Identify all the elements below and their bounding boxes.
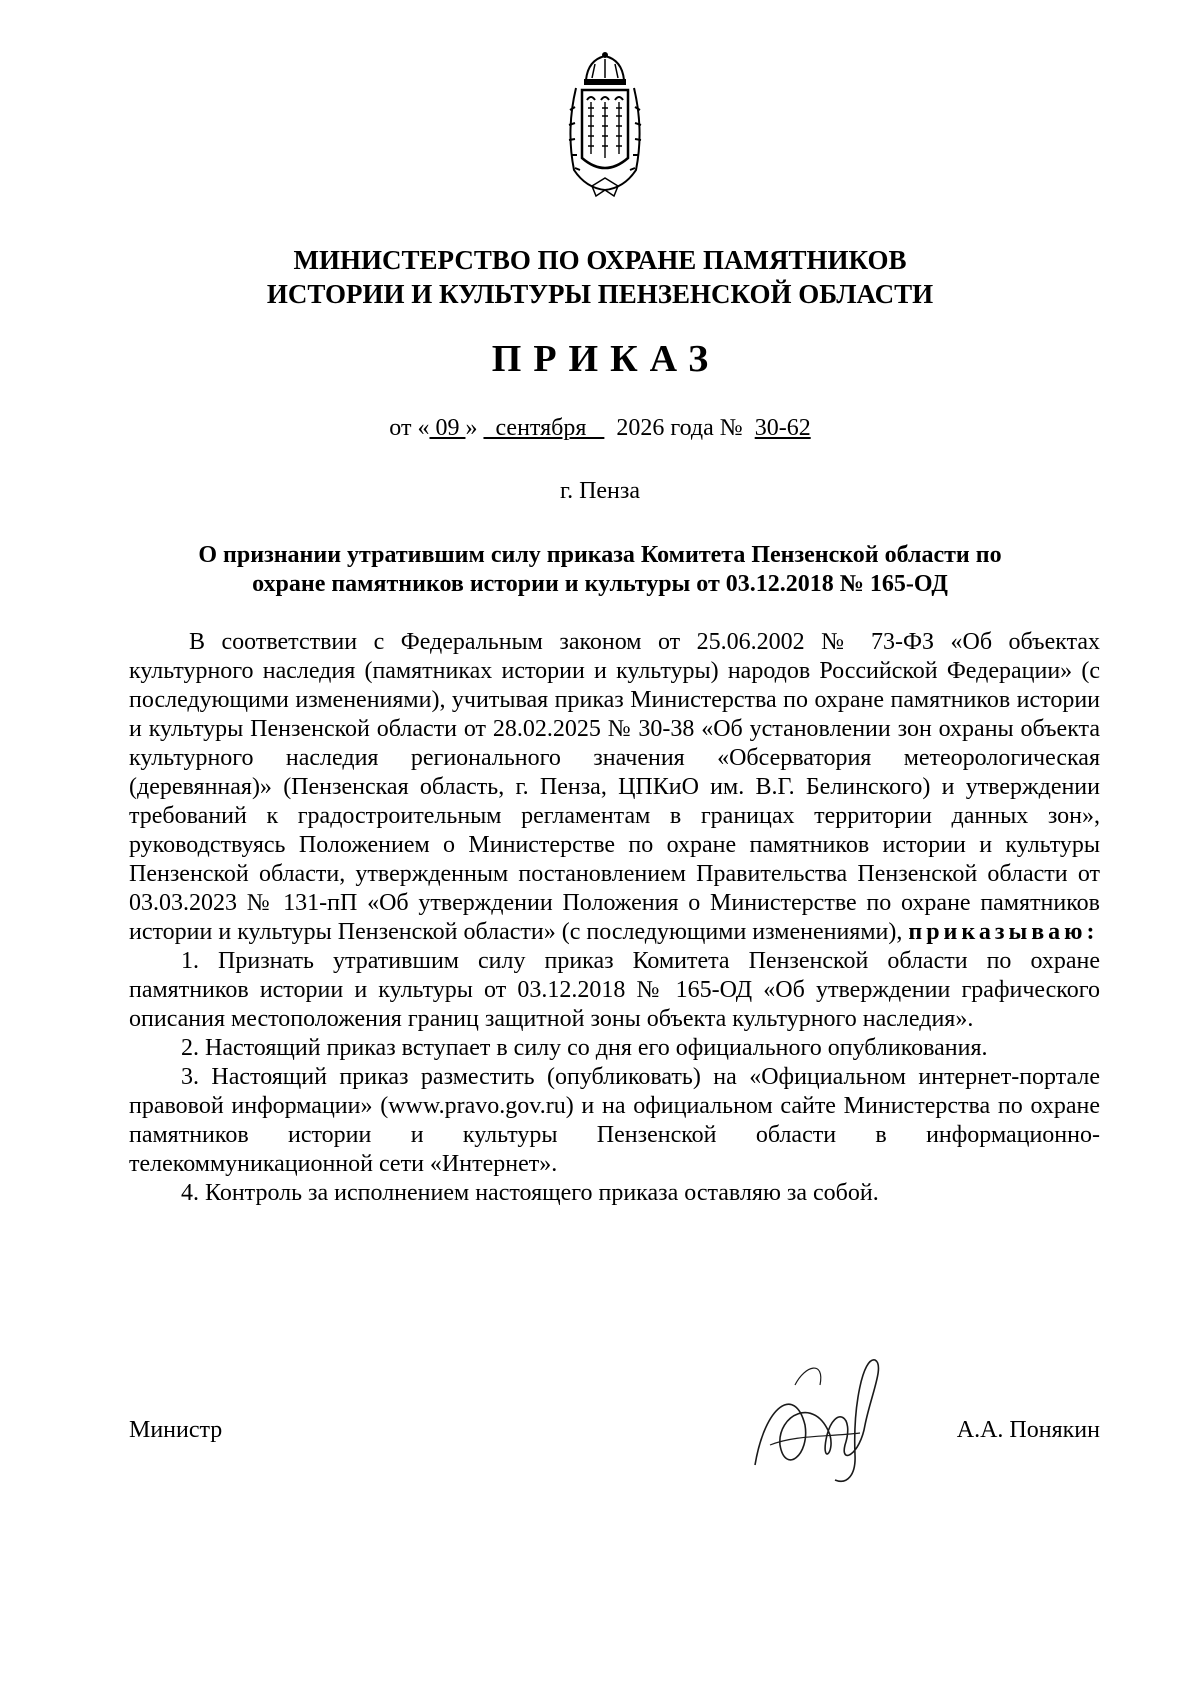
date-month: сентября <box>483 415 605 441</box>
order-item-3: 3. Настоящий приказ разместить (опубликовать) на «Официальном интернет-портале правовой информации» (www.pravo.gov.ru) и на официальном сайте Министерства по охране памятников истории и культуры Пензенской области в информационно-телекоммуникационной сети «Интернет». <box>129 1064 1100 1177</box>
preamble-text: В соответствии с Федеральным законом от 25.06.2002 № 73-ФЗ «Об объектах культурного наследия (памятниках истории и культуры) народов Российской Федерации» (с последующими изменениями), учитывая приказ Министерства по охране памятников истории и культуры Пензенской области от 28.02.2025 № 30-38 «Об установлении зон охраны объекта культурного наследия регионального значения «Обсерватория метеорологическая (деревянная)» (Пензенская область, г. Пенза, ЦПКиО им. В.Г. Белинского) и утверждении требований к градостроительным регламентам в границах территории данных зон», руководствуясь Положением о Министерстве по охране памятников истории и культуры Пензенской области, утвержденным постановлением Правительства Пензенской области от 03.03.2023 № 131-пП «Об утверждении Положения о Министерстве по охране памятников истории и культуры Пензенской области» (с последующими изменениями), <box>129 629 1100 945</box>
preamble-paragraph <box>129 628 1100 947</box>
order-item-1: 1. Признать утратившим силу приказ Комитета Пензенской области по охране памятников истории и культуры от 03.12.2018 № 165-ОД «Об утверждении графического описания местоположения границ защитной зоны объекта культурного наследия». <box>129 948 1100 1032</box>
document-title <box>150 541 1050 599</box>
signatory-name: А.А. Понякин <box>956 1417 1100 1443</box>
ministry-name <box>0 243 1200 311</box>
date-prefix: от « <box>389 415 430 441</box>
coat-of-arms-emblem <box>562 50 648 198</box>
handwritten-signature <box>735 1345 905 1495</box>
date-day: 09 <box>429 415 466 441</box>
document-title-line-2: охране памятников истории и культуры от 03.12.2018 № 165-ОД <box>252 571 948 597</box>
date-and-number-line <box>0 415 1200 442</box>
document-title-line-1: О признании утратившим силу приказа Комитета Пензенской области по <box>198 542 1002 568</box>
ministry-name-line-1: МИНИСТЕРСТВО ПО ОХРАНЕ ПАМЯТНИКОВ <box>293 245 907 275</box>
city: г. Пенза <box>559 478 641 504</box>
document-type-heading: ПРИКАЗ <box>491 338 721 380</box>
document-number: 30-62 <box>754 415 811 441</box>
order-item-4: 4. Контроль за исполнением настоящего приказа оставляю за собой. <box>181 1180 879 1206</box>
ministry-name-line-2: ИСТОРИИ И КУЛЬТУРЫ ПЕНЗЕНСКОЙ ОБЛАСТИ <box>266 279 934 309</box>
document-body <box>129 628 1100 1208</box>
order-item-2: 2. Настоящий приказ вступает в силу со дня его официального опубликования. <box>181 1035 988 1061</box>
signatory-position: Министр <box>129 1417 223 1443</box>
order-word: приказываю: <box>908 919 1099 945</box>
date-year: 2026 года № <box>604 415 755 441</box>
date-mid: » <box>465 415 484 441</box>
